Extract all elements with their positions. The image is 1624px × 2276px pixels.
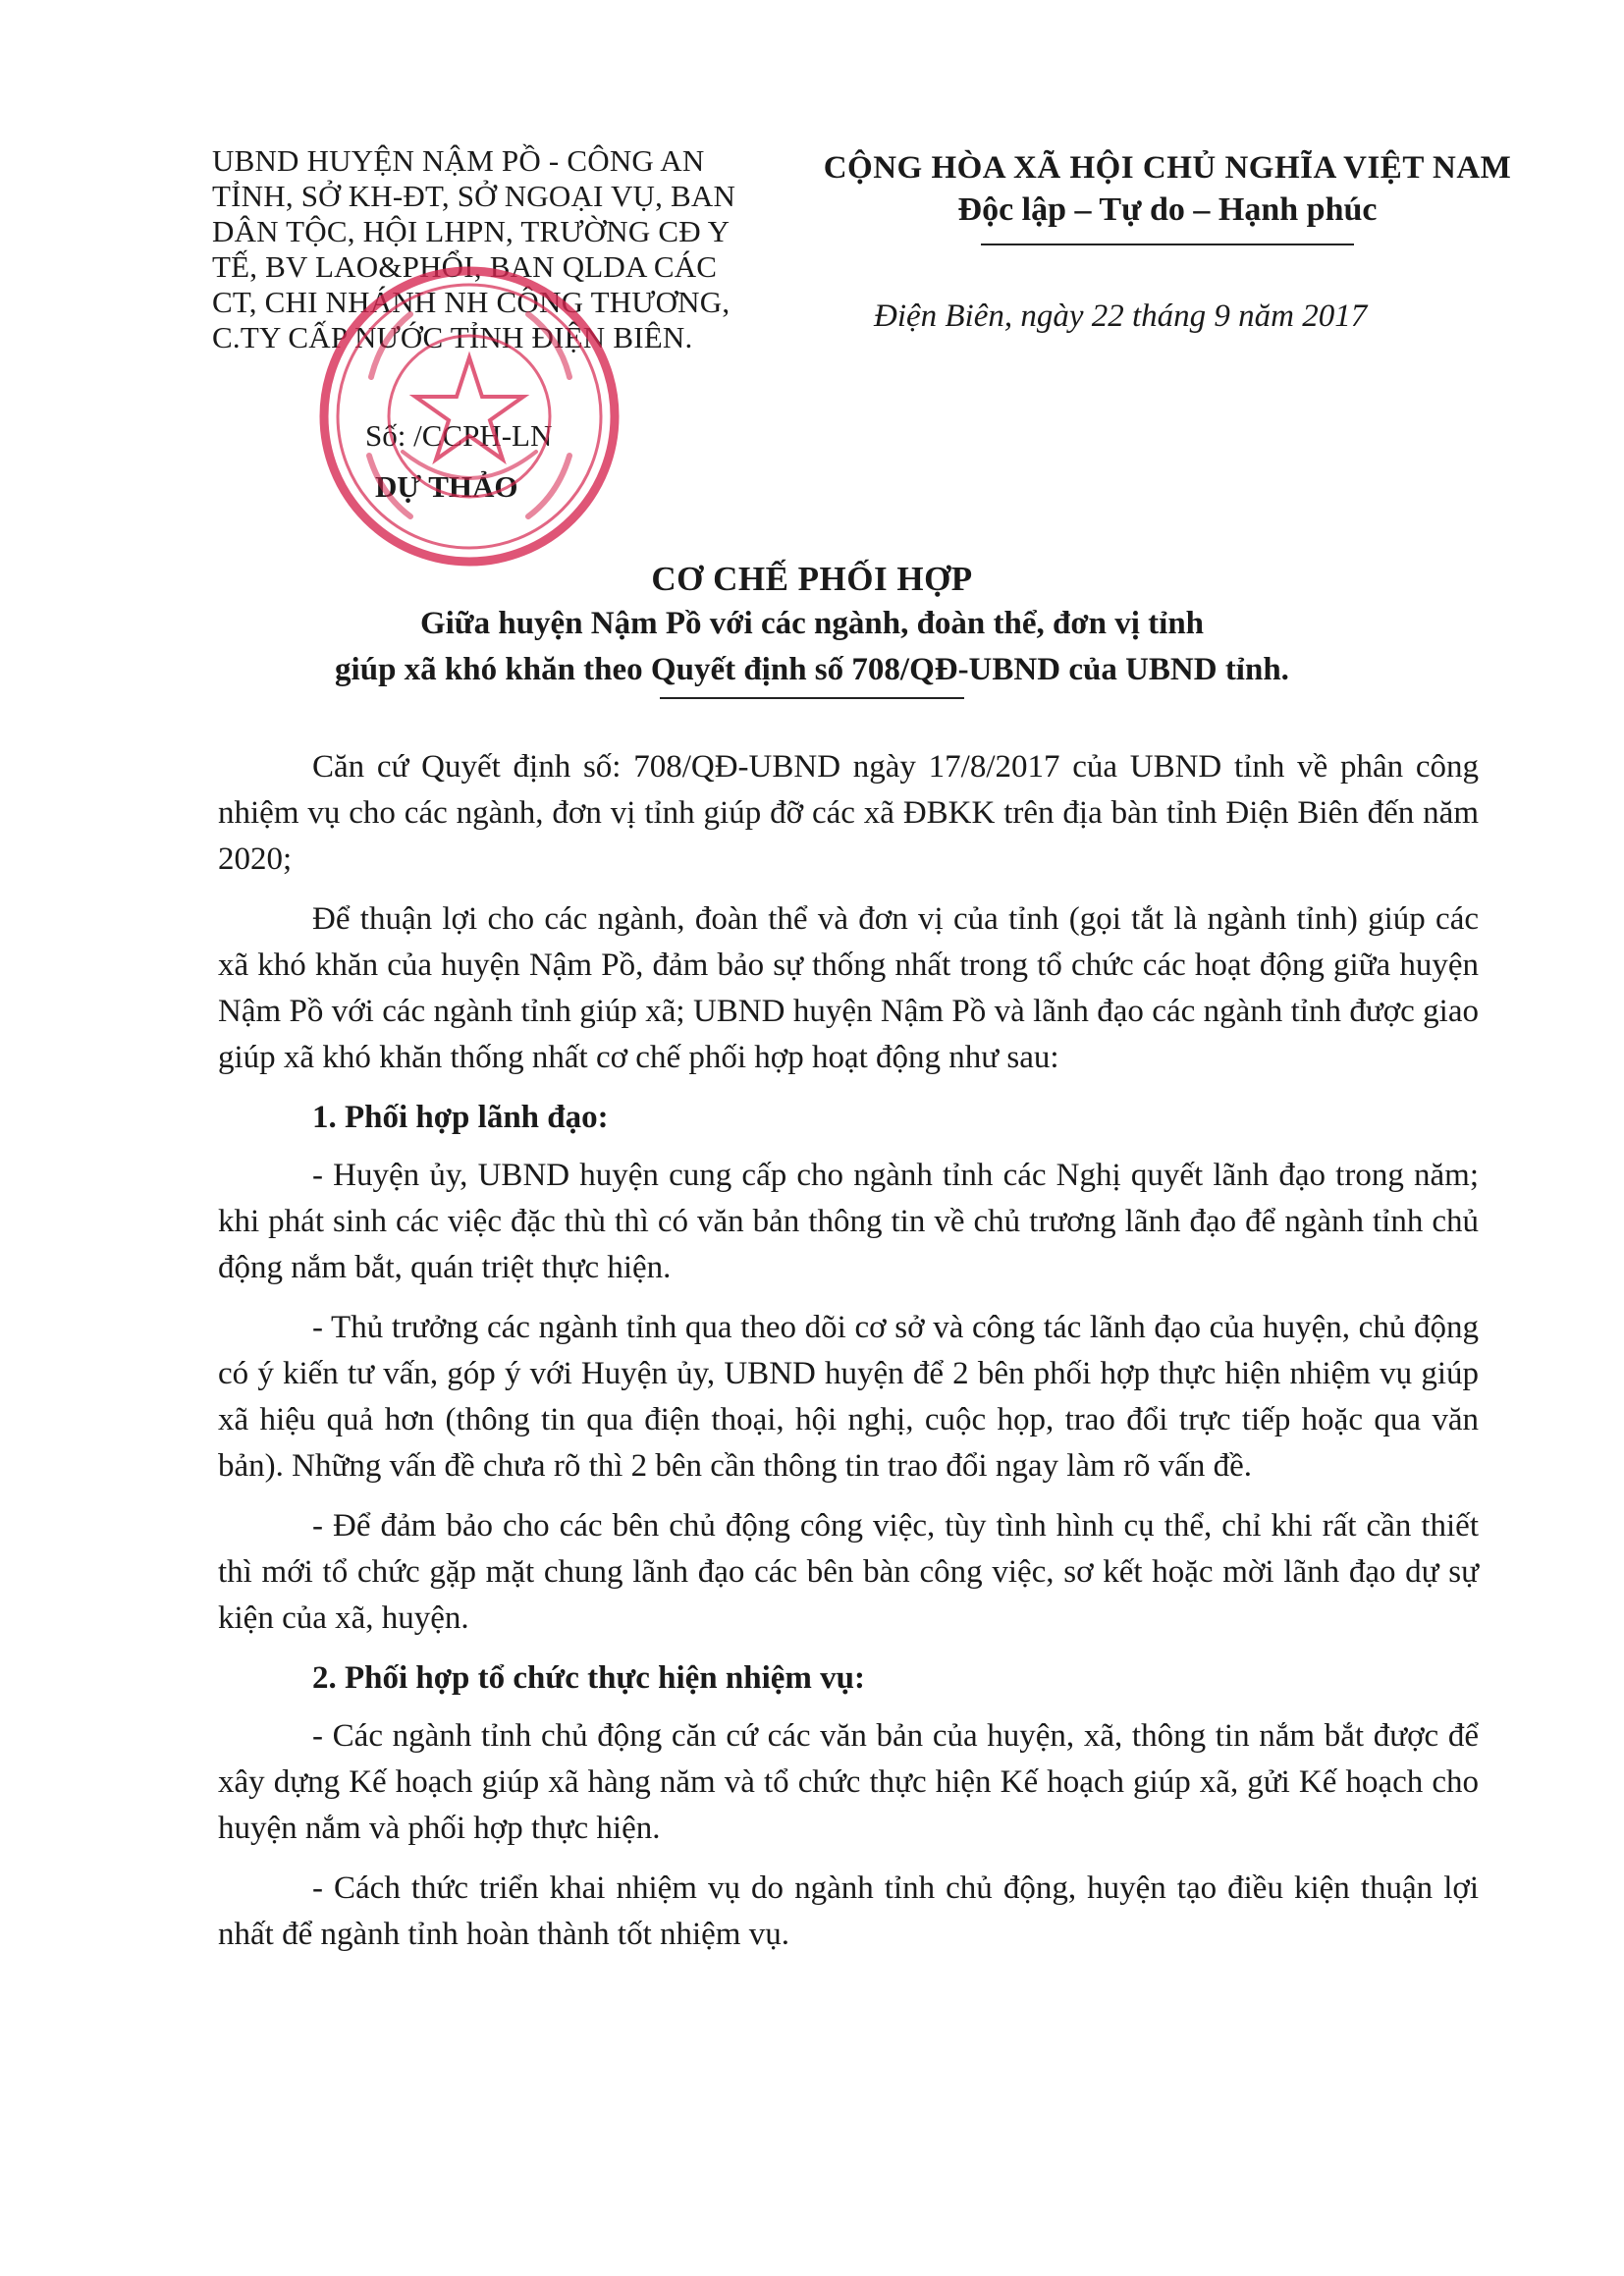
paragraph: - Các ngành tỉnh chủ động căn cứ các văn bản của huyện, xã, thông tin nắm bắt được để xây dựng Kế hoạch giúp xã hàng năm và tổ chức thực hiện Kế hoạch giúp xã, gửi Kế hoạch cho huyện nắm và phối hợp thực hiện. [218, 1718, 1479, 1846]
title-subtitle-1: Giữa huyện Nậm Pồ với các ngành, đoàn thể, đơn vị tỉnh [419, 606, 1205, 641]
paragraph: - Cách thức triển khai nhiệm vụ do ngành tỉnh chủ động, huyện tạo điều kiện thuận lợi nhất để ngành tỉnh hoàn thành tốt nhiệm vụ. [218, 1870, 1479, 1952]
paragraph: - Thủ trưởng các ngành tỉnh qua theo dõi cơ sở và công tác lãnh đạo của huyện, chủ động có ý kiến tư vấn, góp ý với Huyện ủy, UBND huyện để 2 bên phối hợp thực hiện nhiệm vụ giúp xã hiệu quả hơn (thông tin qua điện thoại, hội nghị, cuộc họp, trao đổi trực tiếp hoặc qua văn bản). Những vấn đề chưa rõ thì 2 bên cần thông tin trao đổi ngay làm rõ vấn đề. [218, 1310, 1479, 1484]
agency-line: TỈNH, SỞ KH-ĐT, SỞ NGOẠI VỤ, BAN [212, 179, 736, 213]
nation-name: CỘNG HÒA XÃ HỘI CHỦ NGHĨA VIỆT NAM [823, 150, 1512, 186]
paragraph: - Để đảm bảo cho các bên chủ động công việc, tùy tình hình cụ thể, chỉ khi rất cần thiết thì mới tổ chức gặp mặt chung lãnh đạo các bên bàn công việc, sơ kết hoặc mời lãnh đạo dự sự kiện của xã, huyện. [218, 1508, 1479, 1636]
agency-line: UBND HUYỆN NẬM PỒ - CÔNG AN [212, 143, 705, 178]
section-heading: 2. Phối hợp tổ chức thực hiện nhiệm vụ: [312, 1660, 866, 1696]
paragraph: Căn cứ Quyết định số: 708/QĐ-UBND ngày 17/8/2017 của UBND tỉnh về phân công nhiệm vụ cho các ngành, đơn vị tỉnh giúp đỡ các xã ĐBKK trên địa bàn tỉnh Điện Biên đến năm 2020; [218, 749, 1479, 877]
motto-underline [981, 244, 1354, 245]
document-title [177, 558, 1447, 699]
title-main: CƠ CHẾ PHỐI HỢP [651, 560, 973, 598]
agency-line: C.TY CẤP NƯỚC TỈNH ĐIỆN BIÊN. [212, 320, 693, 354]
issuing-agencies [212, 143, 786, 355]
agency-line: TẾ, BV LAO&PHỔI, BAN QLDA CÁC [212, 249, 718, 284]
national-heading [789, 147, 1545, 245]
document-number: Số: /CCPH-LN [365, 418, 553, 453]
paragraph: - Huyện ủy, UBND huyện cung cấp cho ngành tỉnh các Nghị quyết lãnh đạo trong năm; khi phát sinh các việc đặc thù thì có văn bản thông tin về chủ trương lãnh đạo để ngành tỉnh chủ động nắm bắt, quán triệt thực hiện. [218, 1158, 1479, 1285]
title-underline [660, 697, 964, 699]
paragraph: Để thuận lợi cho các ngành, đoàn thể và đơn vị của tỉnh (gọi tắt là ngành tỉnh) giúp các xã khó khăn của huyện Nậm Pồ, đảm bảo sự thống nhất trong tổ chức các hoạt động giữa huyện Nậm Pồ với các ngành tỉnh giúp xã; UBND huyện Nậm Pồ và lãnh đạo các ngành tỉnh được giao giúp xã khó khăn thống nhất cơ chế phối hợp hoạt động như sau: [218, 901, 1479, 1075]
title-subtitle-2: giúp xã khó khăn theo Quyết định số 708/QĐ-UBND của UBND tỉnh. [335, 652, 1289, 687]
document-body [218, 744, 1479, 1972]
agency-line: CT, CHI NHÁNH NH CÔNG THƯƠNG, [212, 285, 731, 319]
draft-label: DỰ THẢO [375, 469, 518, 504]
national-motto: Độc lập – Tự do – Hạnh phúc [957, 191, 1378, 228]
issue-date: Điện Biên, ngày 22 tháng 9 năm 2017 [874, 298, 1368, 334]
section-heading: 1. Phối hợp lãnh đạo: [312, 1100, 609, 1135]
agency-line: DÂN TỘC, HỘI LHPN, TRƯỜNG CĐ Y [212, 214, 731, 248]
